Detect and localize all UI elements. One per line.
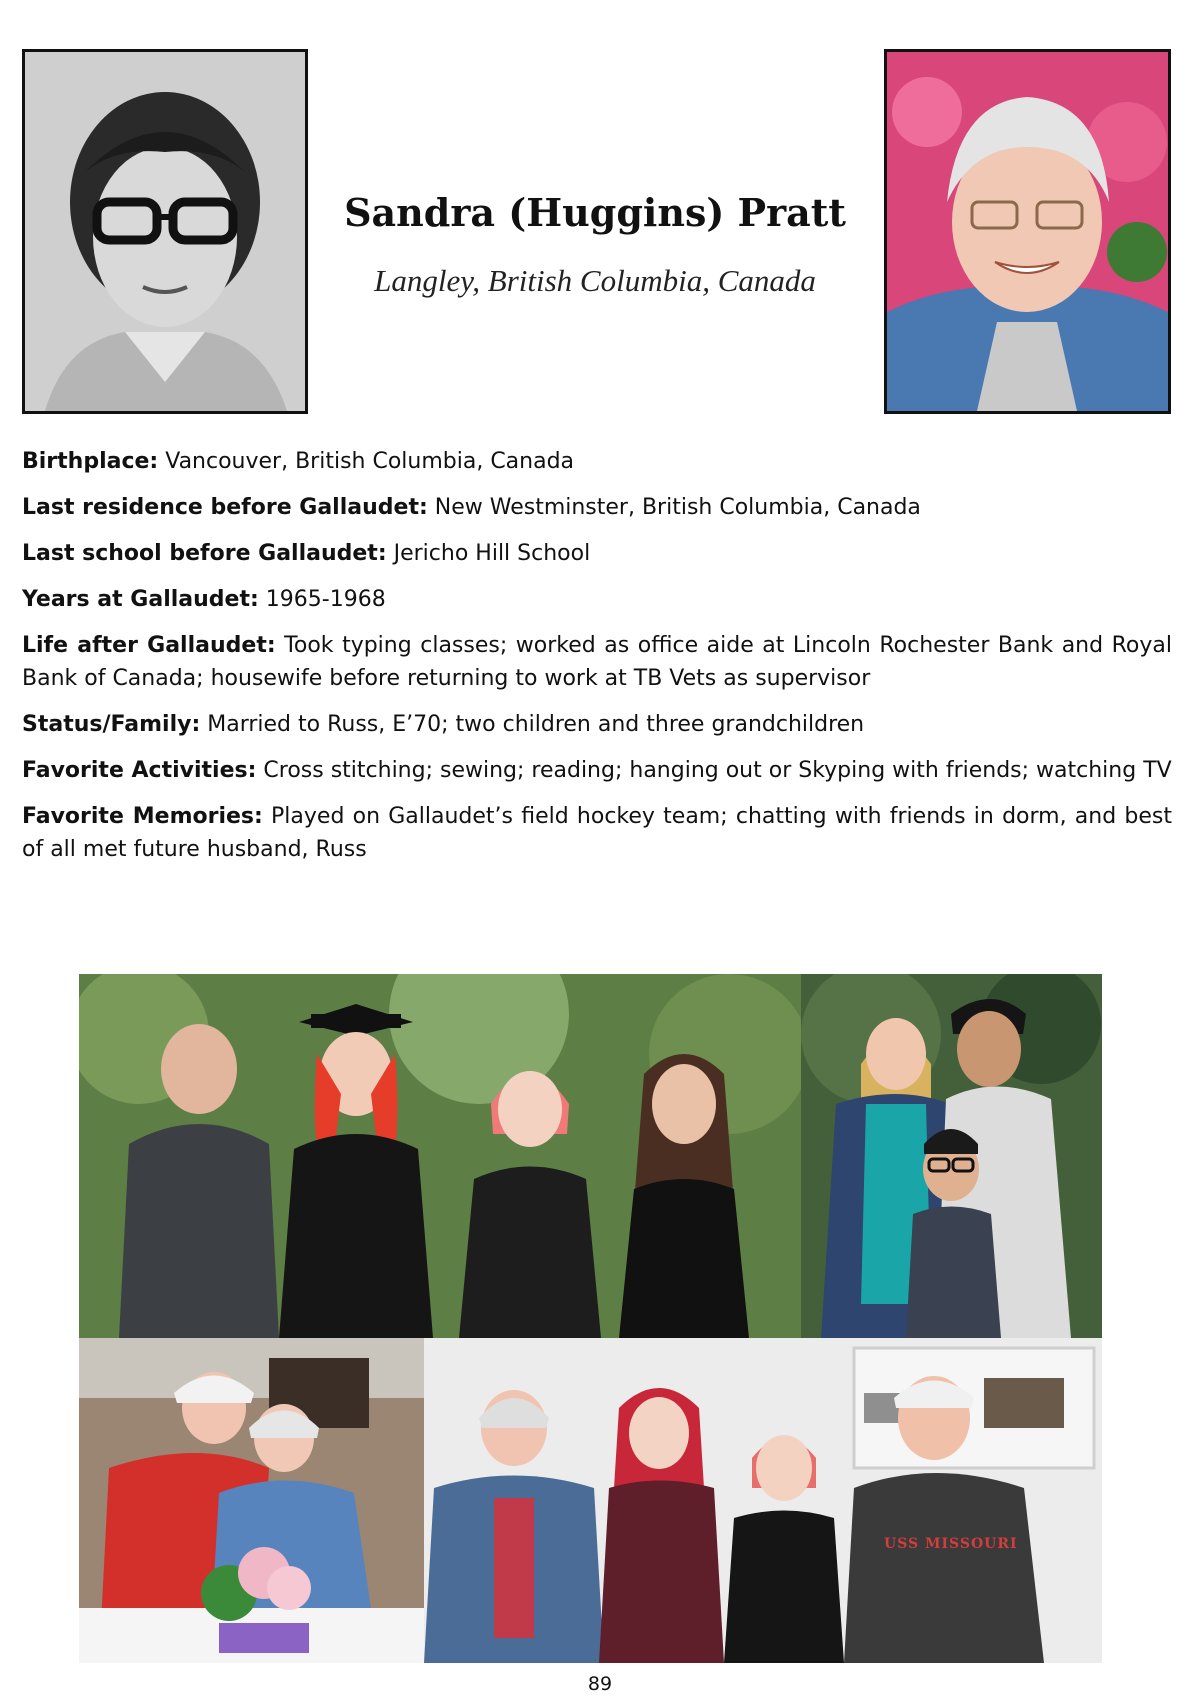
field-value: Played on Gallaudet’s field hockey team; chatting with friends in dorm, and best of all met future husband, Russ xyxy=(22,804,1172,862)
recent-portrait-photo xyxy=(884,49,1171,414)
field-value: Jericho Hill School xyxy=(386,541,591,566)
life-after-field xyxy=(22,629,1172,695)
field-value: Cross stitching; sewing; reading; hanging out or Skyping with friends; watching TV xyxy=(256,758,1172,783)
field-label: Years at Gallaudet: xyxy=(22,587,259,612)
field-value: Married to Russ, E’70; two children and three grandchildren xyxy=(200,712,865,737)
page-number: 89 xyxy=(587,1673,613,1695)
field-label: Status/Family: xyxy=(22,712,201,737)
field-value: Took typing classes; worked as office aide at Lincoln Rochester Bank and Royal Bank of Canada; housewife before returning to work at TB Vets as supervisor xyxy=(22,633,1172,691)
graduation-family-photo xyxy=(79,974,801,1338)
birthplace-field xyxy=(22,445,1172,478)
grandchildren-group-photo xyxy=(424,1338,1102,1663)
profile-header xyxy=(330,190,860,299)
field-label: Last school before Gallaudet: xyxy=(22,541,387,566)
field-label: Life after Gallaudet: xyxy=(22,633,276,658)
profile-location: Langley, British Columbia, Canada xyxy=(374,263,816,298)
last-school-field xyxy=(22,537,1172,570)
favorite-memories-field xyxy=(22,800,1172,866)
years-field xyxy=(22,583,1172,616)
son-family-photo xyxy=(801,974,1102,1338)
field-label: Favorite Memories: xyxy=(22,804,263,829)
profile-name: Sandra (Huggins) Pratt xyxy=(344,190,846,235)
field-value: Vancouver, British Columbia, Canada xyxy=(158,449,575,474)
yearbook-portrait-photo xyxy=(22,49,308,414)
field-label: Last residence before Gallaudet: xyxy=(22,495,428,520)
last-residence-field xyxy=(22,491,1172,524)
field-value: New Westminster, British Columbia, Canada xyxy=(427,495,921,520)
profile-details xyxy=(22,445,1172,879)
field-value: 1965-1968 xyxy=(258,587,386,612)
favorite-activities-field xyxy=(22,754,1172,787)
field-label: Favorite Activities: xyxy=(22,758,257,783)
couple-dinner-photo xyxy=(79,1338,424,1663)
field-label: Birthplace: xyxy=(22,449,159,474)
status-family-field xyxy=(22,708,1172,741)
shirt-print-text: USS MISSOURI xyxy=(884,1536,1018,1552)
family-photo-collage xyxy=(79,974,1102,1663)
